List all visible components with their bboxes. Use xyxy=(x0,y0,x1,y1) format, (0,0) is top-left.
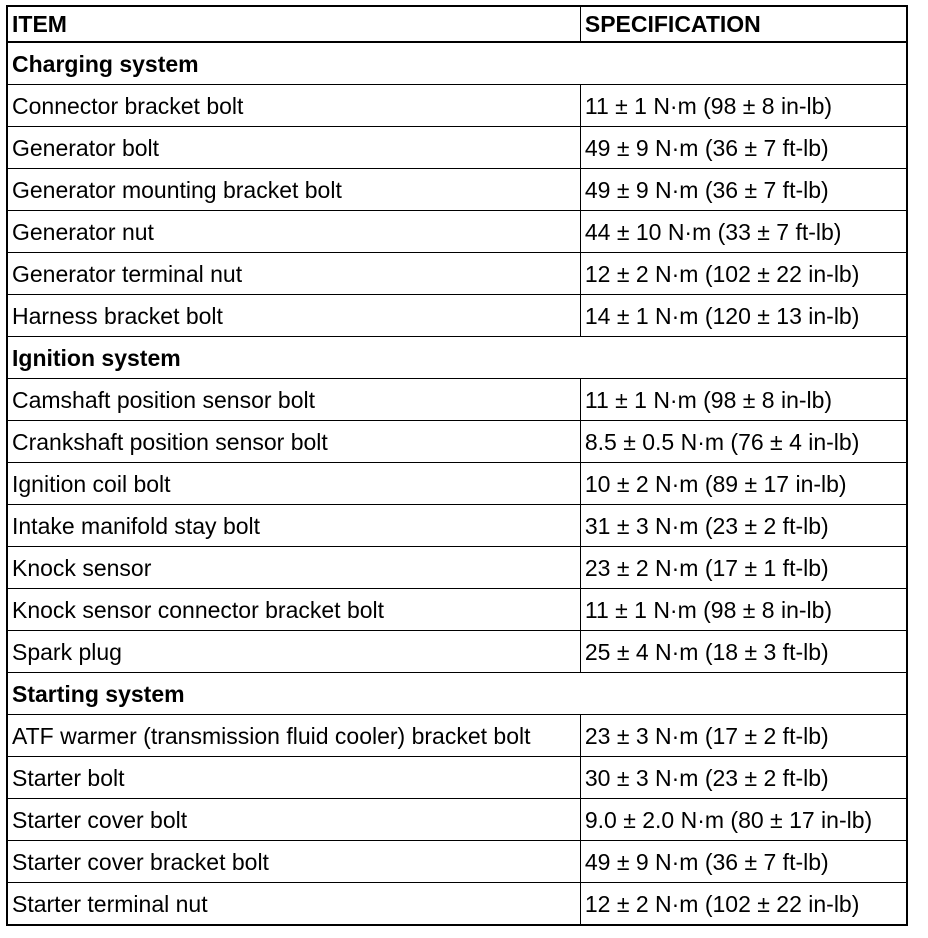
table-row xyxy=(7,547,907,589)
item-cell: Generator terminal nut xyxy=(7,253,580,295)
item-cell: Starter bolt xyxy=(7,757,580,799)
item-cell: ATF warmer (transmission fluid cooler) bracket bolt xyxy=(7,715,580,757)
table-row xyxy=(7,211,907,253)
specification-cell: 49 ± 9 N·m (36 ± 7 ft-lb) xyxy=(580,169,907,211)
specification-cell: 8.5 ± 0.5 N·m (76 ± 4 in-lb) xyxy=(580,421,907,463)
specification-cell: 11 ± 1 N·m (98 ± 8 in-lb) xyxy=(580,379,907,421)
table-row xyxy=(7,505,907,547)
specification-cell: 44 ± 10 N·m (33 ± 7 ft-lb) xyxy=(580,211,907,253)
item-cell: Generator bolt xyxy=(7,127,580,169)
torque-spec-table xyxy=(6,5,908,926)
header-item: ITEM xyxy=(7,6,580,42)
specification-cell: 25 ± 4 N·m (18 ± 3 ft-lb) xyxy=(580,631,907,673)
specification-cell: 49 ± 9 N·m (36 ± 7 ft-lb) xyxy=(580,127,907,169)
table-row xyxy=(7,799,907,841)
item-cell: Starter cover bracket bolt xyxy=(7,841,580,883)
item-cell: Starter terminal nut xyxy=(7,883,580,926)
specification-cell: 30 ± 3 N·m (23 ± 2 ft-lb) xyxy=(580,757,907,799)
table-row xyxy=(7,715,907,757)
header-specification: SPECIFICATION xyxy=(580,6,907,42)
table-row xyxy=(7,127,907,169)
table-row xyxy=(7,295,907,337)
specification-cell: 31 ± 3 N·m (23 ± 2 ft-lb) xyxy=(580,505,907,547)
item-cell: Ignition coil bolt xyxy=(7,463,580,505)
table-row xyxy=(7,841,907,883)
section-header-row xyxy=(7,337,907,379)
section-title: Charging system xyxy=(7,42,907,85)
table-row xyxy=(7,757,907,799)
table-row xyxy=(7,169,907,211)
section-title: Starting system xyxy=(7,673,907,715)
section-title: Ignition system xyxy=(7,337,907,379)
specification-cell: 10 ± 2 N·m (89 ± 17 in-lb) xyxy=(580,463,907,505)
header-row xyxy=(7,6,907,42)
table-row xyxy=(7,631,907,673)
specification-cell: 11 ± 1 N·m (98 ± 8 in-lb) xyxy=(580,85,907,127)
specification-cell: 12 ± 2 N·m (102 ± 22 in-lb) xyxy=(580,253,907,295)
table-row xyxy=(7,883,907,926)
item-cell: Intake manifold stay bolt xyxy=(7,505,580,547)
specification-cell: 23 ± 2 N·m (17 ± 1 ft-lb) xyxy=(580,547,907,589)
specification-cell: 49 ± 9 N·m (36 ± 7 ft-lb) xyxy=(580,841,907,883)
item-cell: Crankshaft position sensor bolt xyxy=(7,421,580,463)
specification-cell: 14 ± 1 N·m (120 ± 13 in-lb) xyxy=(580,295,907,337)
specification-cell: 23 ± 3 N·m (17 ± 2 ft-lb) xyxy=(580,715,907,757)
item-cell: Knock sensor connector bracket bolt xyxy=(7,589,580,631)
table-row xyxy=(7,253,907,295)
item-cell: Generator nut xyxy=(7,211,580,253)
section-header-row xyxy=(7,673,907,715)
table-row xyxy=(7,421,907,463)
item-cell: Harness bracket bolt xyxy=(7,295,580,337)
table-row xyxy=(7,589,907,631)
section-header-row xyxy=(7,42,907,85)
item-cell: Generator mounting bracket bolt xyxy=(7,169,580,211)
specification-cell: 11 ± 1 N·m (98 ± 8 in-lb) xyxy=(580,589,907,631)
table-body xyxy=(7,42,907,925)
table-row xyxy=(7,85,907,127)
table-row xyxy=(7,379,907,421)
specification-cell: 12 ± 2 N·m (102 ± 22 in-lb) xyxy=(580,883,907,926)
table-row xyxy=(7,463,907,505)
item-cell: Connector bracket bolt xyxy=(7,85,580,127)
item-cell: Camshaft position sensor bolt xyxy=(7,379,580,421)
item-cell: Spark plug xyxy=(7,631,580,673)
item-cell: Knock sensor xyxy=(7,547,580,589)
specification-cell: 9.0 ± 2.0 N·m (80 ± 17 in-lb) xyxy=(580,799,907,841)
item-cell: Starter cover bolt xyxy=(7,799,580,841)
